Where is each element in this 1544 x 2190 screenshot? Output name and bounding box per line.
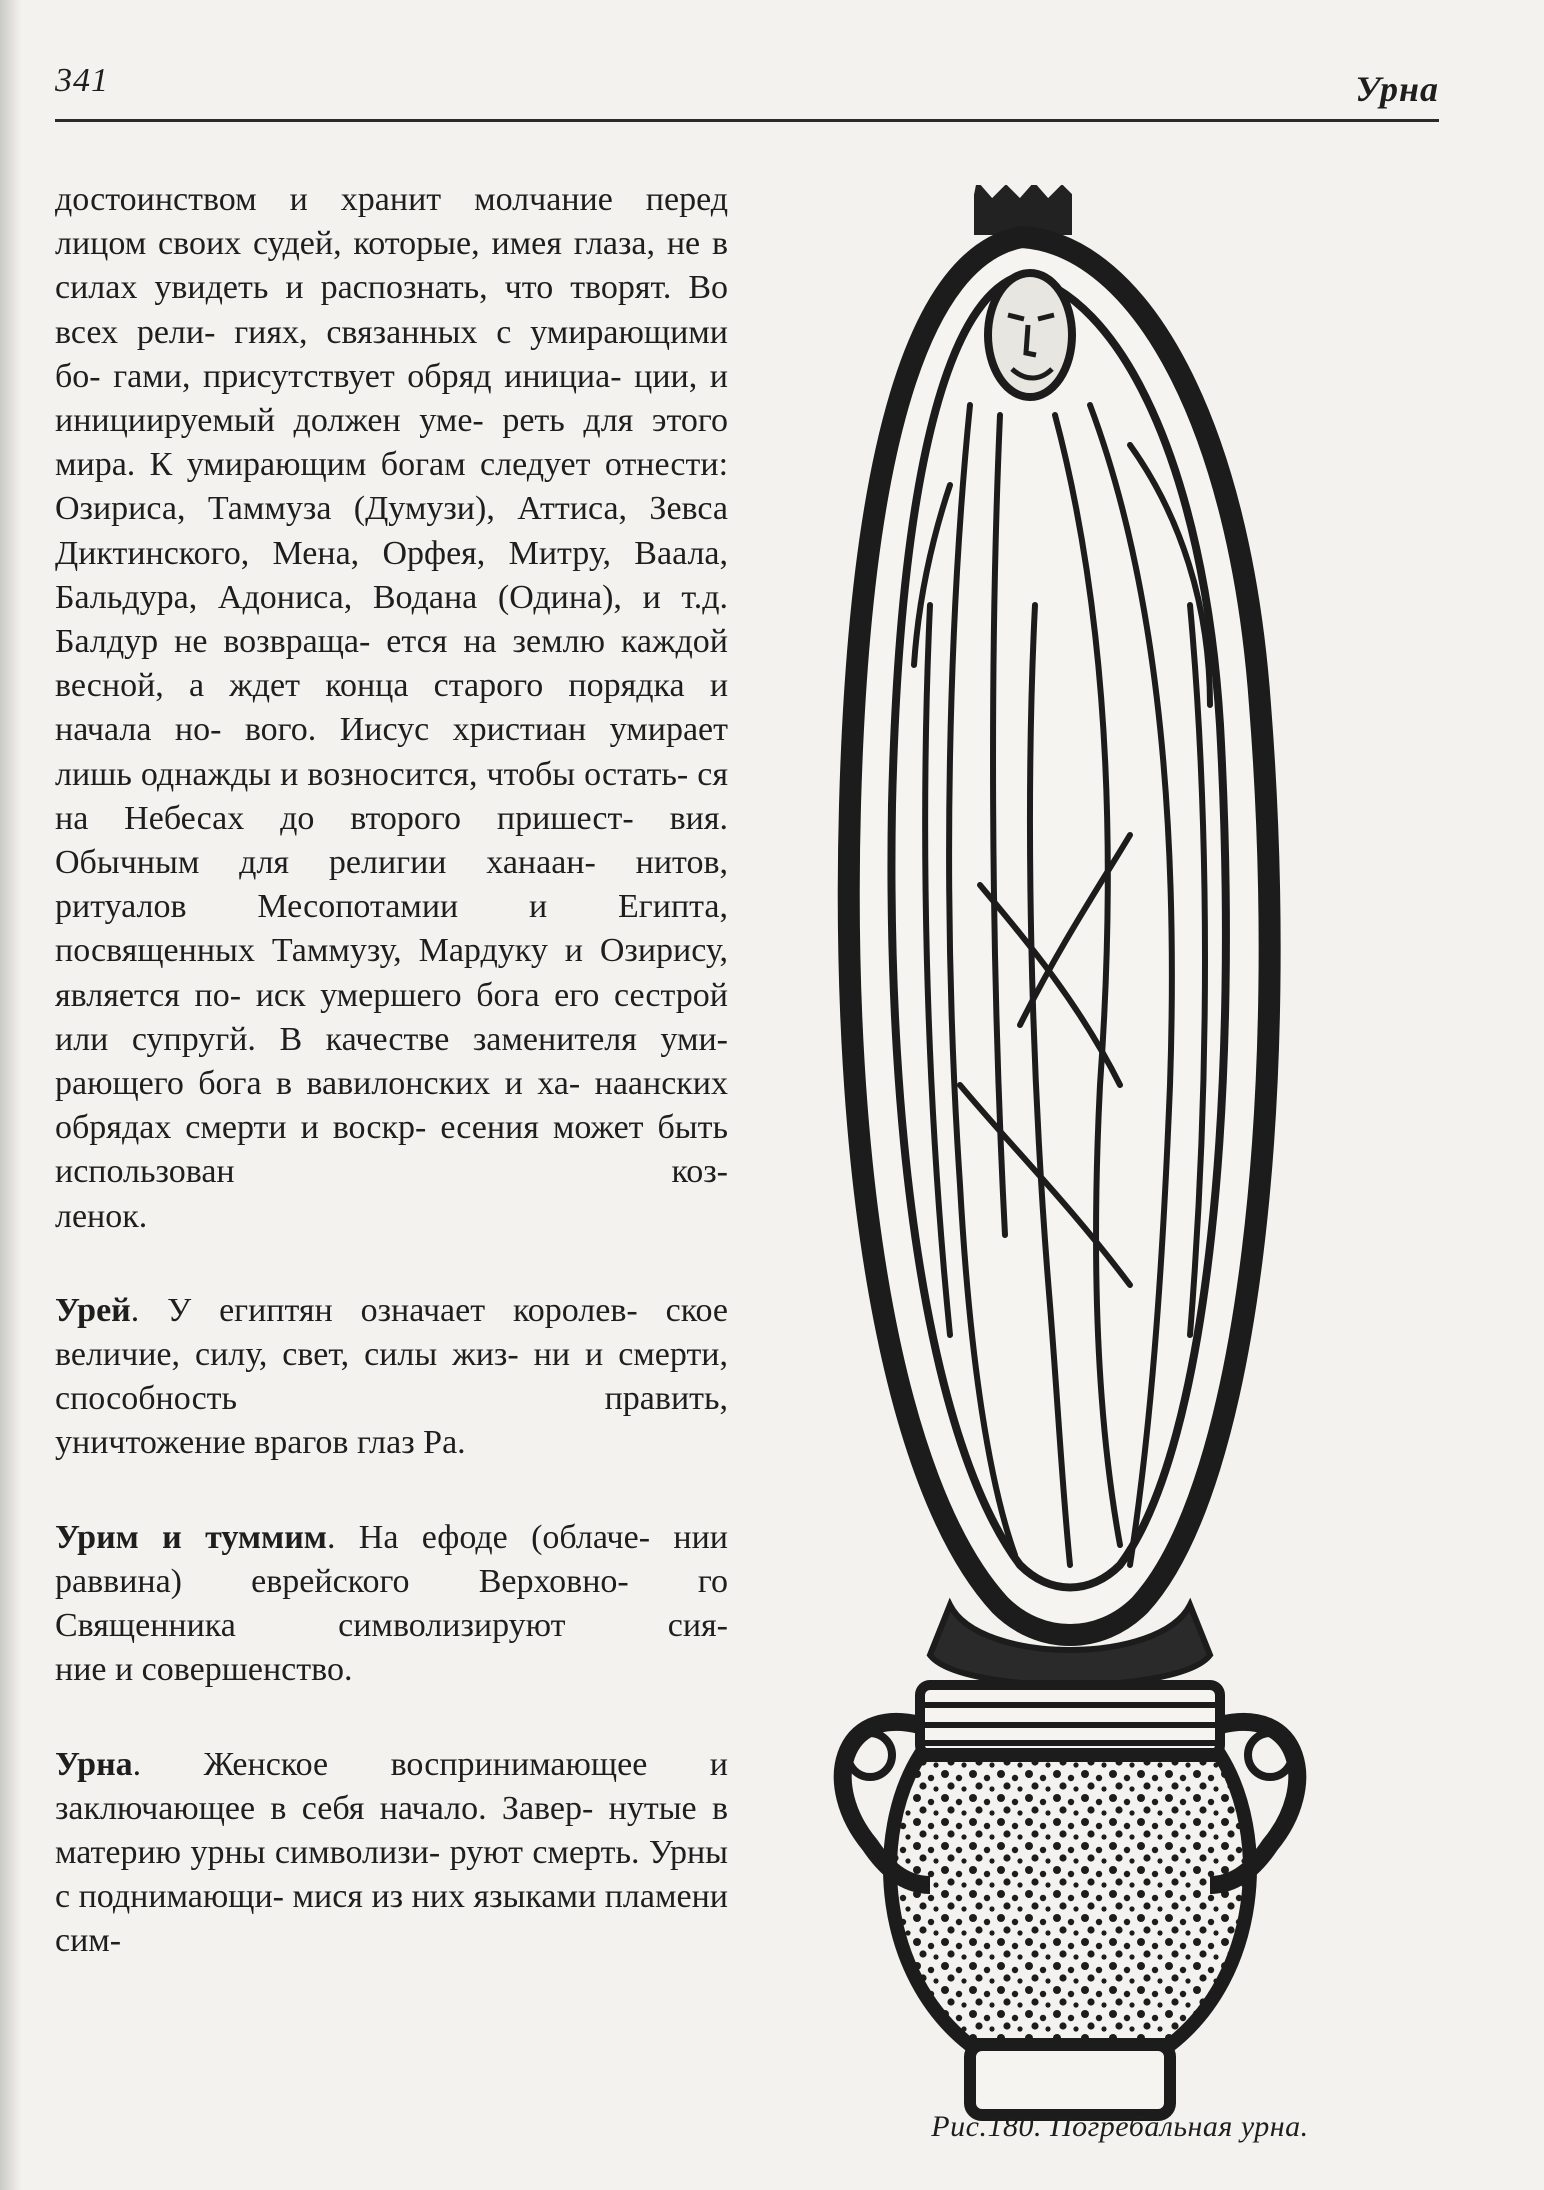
text-line: Египта, посвященных Таммузу, — [55, 888, 728, 970]
running-head: Урна — [1355, 69, 1439, 109]
text-line: . На ефоде (облаче- — [326, 1518, 651, 1556]
text-line: иск умершего бога его сестрой или — [55, 976, 728, 1058]
text-line-last: ленок. — [55, 1197, 148, 1235]
entry-term: Урим и туммим — [55, 1518, 327, 1556]
text-line: достоинством и хранит молчание — [55, 181, 613, 218]
text-line: мися из них языками пламени сим- — [55, 1878, 728, 1960]
figure-caption: Рис.180. Погребальная урна. — [931, 2110, 1309, 2143]
text-line: однажды и возносится, чтобы остать- — [140, 755, 689, 793]
text-line: Таммуза (Думузи), Аттиса, Зевса — [207, 490, 729, 528]
text-line: руют смерть. Урны с поднимающи- — [55, 1833, 728, 1916]
page-number: 341 — [55, 62, 109, 99]
text-line: богам следует отнести: Озириса, — [55, 446, 729, 528]
text-line: конца старого порядка и начала но- — [55, 667, 729, 749]
entry-term: Урей — [55, 1291, 131, 1329]
text-line: ся на Небесах до второго пришест- — [55, 755, 729, 837]
text-line-last: уничтожение врагов глаз Ра. — [55, 1424, 466, 1462]
text-line: супругй. В качестве заменителя уми- — [131, 1020, 729, 1058]
urn-figure-drawing — [800, 185, 1440, 2145]
text-column — [55, 178, 728, 1964]
entry-urna — [55, 1743, 728, 1964]
text-line: Мардуку и Озирису, является по- — [55, 932, 728, 1014]
entry-urey — [55, 1289, 728, 1466]
crown-shape — [976, 185, 1070, 233]
paragraph-continued — [55, 178, 728, 1239]
text-line: нии раввина) еврейского Верховно- — [55, 1518, 728, 1600]
text-line: ции, и инициируемый должен уме- — [55, 357, 728, 440]
entry-term: Урна — [55, 1745, 133, 1783]
funerary-urn-illustration — [800, 185, 1440, 2145]
text-line: есения может быть использован коз- — [55, 1109, 729, 1191]
text-line: заключающее в себя начало. Завер- — [55, 1789, 594, 1827]
text-line: го Священника символизируют сия- — [55, 1562, 728, 1645]
text-line: . Женское воспринимающее и — [132, 1745, 728, 1783]
text-line: рающего бога в вавилонских и ха- — [55, 1065, 581, 1103]
urn-foot — [970, 2045, 1170, 2115]
text-line: вого. Иисус христиан умирает лишь — [55, 711, 728, 793]
text-line-last: ние и совершенство. — [55, 1651, 353, 1689]
text-line: нитов, ритуалов Месопотамии и — [55, 844, 728, 926]
text-line: реть для этого мира. К умирающим — [55, 402, 728, 484]
text-line: гиях, связанных с умирающими бо- — [55, 313, 729, 395]
urn-body — [890, 1755, 1250, 2045]
text-line: Диктинского, Мена, Орфея, Митру, — [55, 534, 611, 572]
text-line: нутые в материю урны символизи- — [55, 1789, 728, 1871]
text-line: имея глаза, не в силах увидеть и — [55, 225, 729, 307]
text-line: гами, присутствует обряд инициа- — [113, 357, 622, 395]
entry-urim-tummim — [55, 1516, 728, 1693]
header-rule — [55, 119, 1439, 122]
text-line: Ваала, Бальдура, Адониса, Водана — [55, 534, 729, 616]
text-line: ское величие, силу, свет, силы жиз- — [55, 1291, 729, 1374]
text-line: . У египтян означает королев- — [130, 1291, 638, 1329]
text-line: распознать, что творят. Во всех рели- — [55, 269, 729, 351]
text-line: ется на землю каждой весной, а ждет — [55, 623, 728, 705]
text-line: ни и смерти, способность править, — [55, 1336, 728, 1418]
text-line: (Одина), и т.д. Балдур не возвраща- — [55, 578, 729, 661]
text-line: вия. Обычным для религии ханаан- — [55, 799, 728, 882]
text-line: перед лицом своих судей, которые, — [55, 181, 729, 263]
text-line: наанских обрядах смерти и воскр- — [55, 1065, 729, 1147]
page-gutter-shadow — [0, 0, 22, 2190]
